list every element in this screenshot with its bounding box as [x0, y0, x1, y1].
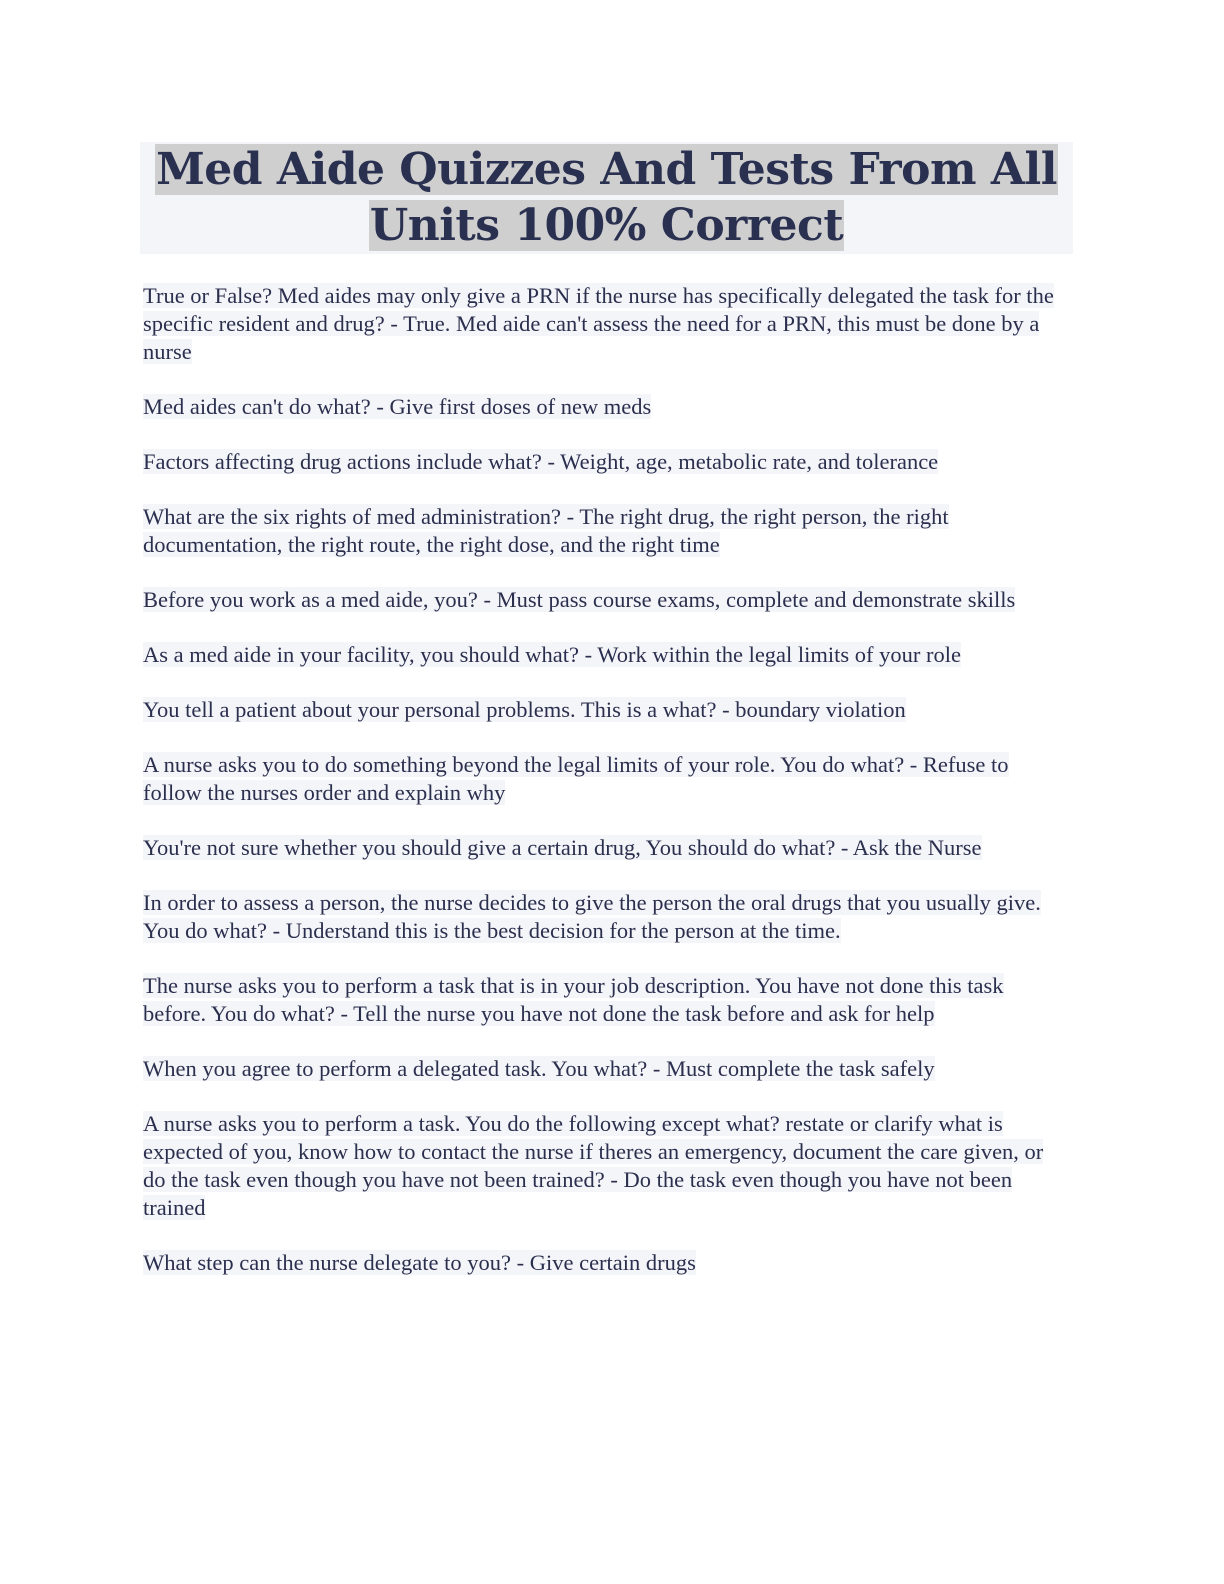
- qa-text: A nurse asks you to do something beyond the legal limits of your role. You do what? - Refuse to follow the nurses order and explain why: [143, 752, 1009, 805]
- qa-item-4: [143, 503, 1068, 559]
- qa-list: [143, 282, 1068, 1304]
- qa-text: You tell a patient about your personal problems. This is a what? - boundary violation: [143, 697, 906, 722]
- qa-text: Before you work as a med aide, you? - Must pass course exams, complete and demonstrate skills: [143, 587, 1016, 612]
- qa-item-7: [143, 696, 1068, 724]
- qa-item-12: [143, 1055, 1068, 1083]
- qa-item-6: [143, 641, 1068, 669]
- qa-item-8: [143, 751, 1068, 807]
- qa-text: Med aides can't do what? - Give first doses of new meds: [143, 394, 652, 419]
- qa-text: A nurse asks you to perform a task. You do the following except what? restate or clarify what is expected of you, know how to contact the nurse if theres an emergency, document the care given, or do the task even though you have not been trained? - Do the task even though you have not been trained: [143, 1111, 1044, 1220]
- qa-item-3: [143, 448, 1068, 476]
- qa-item-13: [143, 1110, 1068, 1222]
- qa-text: Factors affecting drug actions include what? - Weight, age, metabolic rate, and tolerance: [143, 449, 939, 474]
- page-title-text: Med Aide Quizzes And Tests From All Units 100% Correct: [156, 144, 1057, 251]
- qa-text: What are the six rights of med administration? - The right drug, the right person, the right documentation, the right route, the right dose, and the right time: [143, 504, 949, 557]
- qa-item-9: [143, 834, 1068, 862]
- qa-text: You're not sure whether you should give a certain drug, You should do what? - Ask the Nurse: [143, 835, 982, 860]
- qa-text: The nurse asks you to perform a task that is in your job description. You have not done this task before. You do what? - Tell the nurse you have not done the task before and ask for help: [143, 973, 1004, 1026]
- qa-item-10: [143, 889, 1068, 945]
- qa-text: True or False? Med aides may only give a PRN if the nurse has specifically delegated the task for the specific resident and drug? - True. Med aide can't assess the need for a PRN, this must be done by a nurse: [143, 283, 1054, 364]
- qa-text: As a med aide in your facility, you should what? - Work within the legal limits of your role: [143, 642, 962, 667]
- qa-item-2: [143, 393, 1068, 421]
- qa-text: What step can the nurse delegate to you? - Give certain drugs: [143, 1250, 696, 1275]
- page-title: [140, 142, 1073, 254]
- qa-text: When you agree to perform a delegated task. You what? - Must complete the task safely: [143, 1056, 935, 1081]
- qa-text: In order to assess a person, the nurse decides to give the person the oral drugs that you usually give. You do what? - Understand this is the best decision for the person at the time.: [143, 890, 1041, 943]
- title-block: [140, 142, 1073, 254]
- qa-item-14: [143, 1249, 1068, 1277]
- qa-item-1: [143, 282, 1068, 366]
- qa-item-5: [143, 586, 1068, 614]
- qa-item-11: [143, 972, 1068, 1028]
